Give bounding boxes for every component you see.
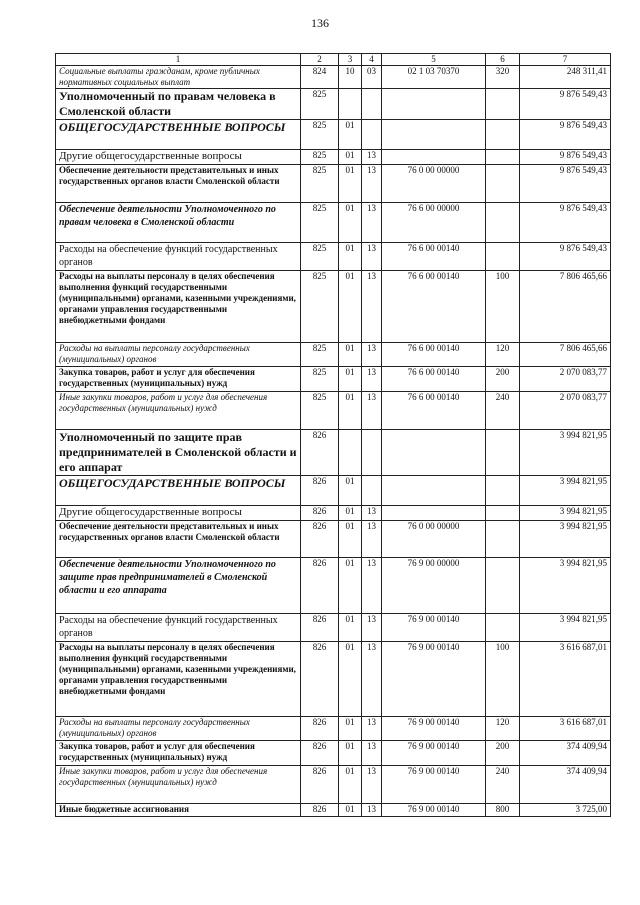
ministry-code-cell: 826 [301, 804, 339, 817]
amount-cell: 3 994 821,95 [520, 521, 611, 558]
section-code-cell: 01 [339, 120, 362, 150]
item-name-cell: Обеспечение деятельности Уполномоченного по правам человека в Смоленской области [56, 203, 301, 243]
ministry-code-cell: 825 [301, 243, 339, 271]
subsection-code-cell: 13 [362, 150, 382, 165]
amount-cell: 9 876 549,43 [520, 243, 611, 271]
target-article-cell: 76 9 00 00140 [382, 614, 486, 642]
expense-type-cell [486, 476, 520, 506]
header-cell-1: 1 [56, 54, 301, 66]
expense-type-cell [486, 614, 520, 642]
expense-type-cell [486, 89, 520, 120]
amount-cell: 3 616 687,01 [520, 642, 611, 717]
item-name-cell: Иные бюджетные ассигнования [56, 804, 301, 817]
target-article-cell [382, 89, 486, 120]
header-cell-4: 4 [362, 54, 382, 66]
amount-cell: 374 409,94 [520, 766, 611, 804]
expense-type-cell [486, 506, 520, 521]
section-code-cell: 01 [339, 506, 362, 521]
header-cell-7: 7 [520, 54, 611, 66]
item-name-cell: Обеспечение деятельности представительных и иных государственных органов власти Смоленской области [56, 165, 301, 203]
expense-type-cell [486, 165, 520, 203]
section-code-cell: 01 [339, 150, 362, 165]
ministry-code-cell: 825 [301, 203, 339, 243]
target-article-cell [382, 506, 486, 521]
ministry-code-cell: 826 [301, 717, 339, 741]
table-row [56, 66, 611, 89]
item-name-cell: Социальные выплаты гражданам, кроме публичных нормативных социальных выплат [56, 66, 301, 89]
expense-type-cell: 200 [486, 741, 520, 766]
table-row [56, 558, 611, 614]
target-article-cell: 76 9 00 00140 [382, 717, 486, 741]
target-article-cell [382, 476, 486, 506]
header-cell-6: 6 [486, 54, 520, 66]
section-code-cell: 01 [339, 392, 362, 430]
section-code-cell: 01 [339, 271, 362, 343]
expense-type-cell: 200 [486, 367, 520, 392]
target-article-cell: 76 0 00 00000 [382, 165, 486, 203]
amount-cell: 9 876 549,43 [520, 203, 611, 243]
table-row [56, 804, 611, 817]
amount-cell: 9 876 549,43 [520, 89, 611, 120]
expense-type-cell [486, 120, 520, 150]
table-row [56, 243, 611, 271]
header-cell-3: 3 [339, 54, 362, 66]
ministry-code-cell: 825 [301, 343, 339, 367]
table-row [56, 120, 611, 150]
expense-type-cell [486, 521, 520, 558]
ministry-code-cell: 824 [301, 66, 339, 89]
ministry-code-cell: 826 [301, 558, 339, 614]
header-row [56, 54, 611, 66]
table-row [56, 392, 611, 430]
item-name-cell: Расходы на обеспечение функций государственных органов [56, 614, 301, 642]
item-name-cell: Закупка товаров, работ и услуг для обеспечения государственных (муниципальных) нужд [56, 367, 301, 392]
expense-type-cell [486, 430, 520, 476]
subsection-code-cell: 13 [362, 392, 382, 430]
table-row [56, 89, 611, 120]
budget-table [55, 53, 611, 817]
section-code-cell [339, 89, 362, 120]
subsection-code-cell: 13 [362, 271, 382, 343]
table-row [56, 430, 611, 476]
section-code-cell: 01 [339, 558, 362, 614]
expense-type-cell: 100 [486, 271, 520, 343]
item-name-cell: Расходы на выплаты персоналу государственных (муниципальных) органов [56, 717, 301, 741]
ministry-code-cell: 826 [301, 506, 339, 521]
subsection-code-cell: 13 [362, 804, 382, 817]
item-name-cell: Расходы на выплаты персоналу государственных (муниципальных) органов [56, 343, 301, 367]
amount-cell: 3 994 821,95 [520, 476, 611, 506]
amount-cell: 3 725,00 [520, 804, 611, 817]
ministry-code-cell: 825 [301, 367, 339, 392]
item-name-cell: Расходы на выплаты персоналу в целях обеспечения выполнения функций государственными (муниципальными) органами, казенными учреждениями, органами управления государственными внебюджетными фондами [56, 271, 301, 343]
subsection-code-cell: 13 [362, 614, 382, 642]
subsection-code-cell: 13 [362, 243, 382, 271]
ministry-code-cell: 826 [301, 476, 339, 506]
subsection-code-cell [362, 430, 382, 476]
expense-type-cell [486, 243, 520, 271]
item-name-cell: Расходы на выплаты персоналу в целях обеспечения выполнения функций государственными (муниципальными) органами, казенными учреждениями, органами управления государственными внебюджетными фондами [56, 642, 301, 717]
page-number: 136 [311, 16, 329, 30]
ministry-code-cell: 825 [301, 392, 339, 430]
table-row [56, 203, 611, 243]
item-name-cell: Обеспечение деятельности представительных и иных государственных органов власти Смоленской области [56, 521, 301, 558]
amount-cell: 7 806 465,66 [520, 343, 611, 367]
item-name-cell: Другие общегосударственные вопросы [56, 150, 301, 165]
table-row [56, 367, 611, 392]
target-article-cell [382, 150, 486, 165]
section-code-cell: 01 [339, 741, 362, 766]
table-row [56, 506, 611, 521]
table-row [56, 271, 611, 343]
amount-cell: 3 994 821,95 [520, 506, 611, 521]
item-name-cell: Уполномоченный по правам человека в Смоленской области [56, 89, 301, 120]
table-row [56, 717, 611, 741]
subsection-code-cell [362, 89, 382, 120]
item-name-cell: ОБЩЕГОСУДАРСТВЕННЫЕ ВОПРОСЫ [56, 120, 301, 150]
item-name-cell: Иные закупки товаров, работ и услуг для обеспечения государственных (муниципальных) нужд [56, 392, 301, 430]
amount-cell: 9 876 549,43 [520, 165, 611, 203]
ministry-code-cell: 825 [301, 120, 339, 150]
target-article-cell: 76 6 00 00140 [382, 271, 486, 343]
amount-cell: 3 616 687,01 [520, 717, 611, 741]
item-name-cell: Обеспечение деятельности Уполномоченного по защите прав предпринимателей в Смоленской области и его аппарата [56, 558, 301, 614]
subsection-code-cell [362, 476, 382, 506]
ministry-code-cell: 826 [301, 614, 339, 642]
section-code-cell: 01 [339, 343, 362, 367]
header-cell-2: 2 [301, 54, 339, 66]
amount-cell: 3 994 821,95 [520, 614, 611, 642]
expense-type-cell: 800 [486, 804, 520, 817]
target-article-cell [382, 430, 486, 476]
expense-type-cell [486, 150, 520, 165]
ministry-code-cell: 825 [301, 165, 339, 203]
section-code-cell: 01 [339, 203, 362, 243]
amount-cell: 9 876 549,43 [520, 120, 611, 150]
table-row [56, 343, 611, 367]
target-article-cell: 76 6 00 00140 [382, 392, 486, 430]
section-code-cell: 01 [339, 243, 362, 271]
subsection-code-cell: 13 [362, 521, 382, 558]
ministry-code-cell: 826 [301, 521, 339, 558]
amount-cell: 9 876 549,43 [520, 150, 611, 165]
table-row [56, 766, 611, 804]
expense-type-cell: 320 [486, 66, 520, 89]
table-row [56, 150, 611, 165]
subsection-code-cell: 13 [362, 717, 382, 741]
expense-type-cell: 100 [486, 642, 520, 717]
target-article-cell: 76 6 00 00140 [382, 367, 486, 392]
target-article-cell: 76 6 00 00000 [382, 203, 486, 243]
expense-type-cell: 240 [486, 392, 520, 430]
section-code-cell: 01 [339, 367, 362, 392]
target-article-cell: 76 9 00 00000 [382, 558, 486, 614]
table-row [56, 476, 611, 506]
ministry-code-cell: 825 [301, 150, 339, 165]
table-row [56, 165, 611, 203]
section-code-cell: 01 [339, 804, 362, 817]
expense-type-cell: 240 [486, 766, 520, 804]
item-name-cell: Расходы на обеспечение функций государственных органов [56, 243, 301, 271]
subsection-code-cell: 13 [362, 558, 382, 614]
subsection-code-cell: 13 [362, 203, 382, 243]
subsection-code-cell: 13 [362, 741, 382, 766]
target-article-cell [382, 120, 486, 150]
amount-cell: 374 409,94 [520, 741, 611, 766]
item-name-cell: Закупка товаров, работ и услуг для обеспечения государственных (муниципальных) нужд [56, 741, 301, 766]
amount-cell: 2 070 083,77 [520, 367, 611, 392]
amount-cell: 3 994 821,95 [520, 558, 611, 614]
section-code-cell: 10 [339, 66, 362, 89]
expense-type-cell [486, 558, 520, 614]
amount-cell: 2 070 083,77 [520, 392, 611, 430]
subsection-code-cell: 13 [362, 367, 382, 392]
target-article-cell: 76 9 00 00140 [382, 642, 486, 717]
item-name-cell: Другие общегосударственные вопросы [56, 506, 301, 521]
ministry-code-cell: 826 [301, 642, 339, 717]
table-row [56, 521, 611, 558]
target-article-cell: 76 9 00 00140 [382, 741, 486, 766]
item-name-cell: ОБЩЕГОСУДАРСТВЕННЫЕ ВОПРОСЫ [56, 476, 301, 506]
table-row [56, 614, 611, 642]
section-code-cell [339, 430, 362, 476]
expense-type-cell: 120 [486, 343, 520, 367]
item-name-cell: Уполномоченный по защите прав предпринимателей в Смоленской области и его аппарат [56, 430, 301, 476]
amount-cell: 248 311,41 [520, 66, 611, 89]
section-code-cell: 01 [339, 766, 362, 804]
target-article-cell: 76 0 00 00000 [382, 521, 486, 558]
amount-cell: 7 806 465,66 [520, 271, 611, 343]
subsection-code-cell: 03 [362, 66, 382, 89]
subsection-code-cell: 13 [362, 343, 382, 367]
subsection-code-cell: 13 [362, 165, 382, 203]
target-article-cell: 76 6 00 00140 [382, 343, 486, 367]
section-code-cell: 01 [339, 614, 362, 642]
ministry-code-cell: 826 [301, 430, 339, 476]
expense-type-cell: 120 [486, 717, 520, 741]
subsection-code-cell: 13 [362, 506, 382, 521]
target-article-cell: 76 9 00 00140 [382, 804, 486, 817]
table-row [56, 642, 611, 717]
amount-cell: 3 994 821,95 [520, 430, 611, 476]
item-name-cell: Иные закупки товаров, работ и услуг для обеспечения государственных (муниципальных) нужд [56, 766, 301, 804]
expense-type-cell [486, 203, 520, 243]
header-cell-5: 5 [382, 54, 486, 66]
subsection-code-cell [362, 120, 382, 150]
ministry-code-cell: 826 [301, 766, 339, 804]
ministry-code-cell: 825 [301, 89, 339, 120]
section-code-cell: 01 [339, 476, 362, 506]
section-code-cell: 01 [339, 642, 362, 717]
target-article-cell: 02 1 03 70370 [382, 66, 486, 89]
subsection-code-cell: 13 [362, 642, 382, 717]
ministry-code-cell: 826 [301, 741, 339, 766]
section-code-cell: 01 [339, 165, 362, 203]
ministry-code-cell: 825 [301, 271, 339, 343]
table-row [56, 741, 611, 766]
section-code-cell: 01 [339, 717, 362, 741]
target-article-cell: 76 9 00 00140 [382, 766, 486, 804]
subsection-code-cell: 13 [362, 766, 382, 804]
target-article-cell: 76 6 00 00140 [382, 243, 486, 271]
section-code-cell: 01 [339, 521, 362, 558]
